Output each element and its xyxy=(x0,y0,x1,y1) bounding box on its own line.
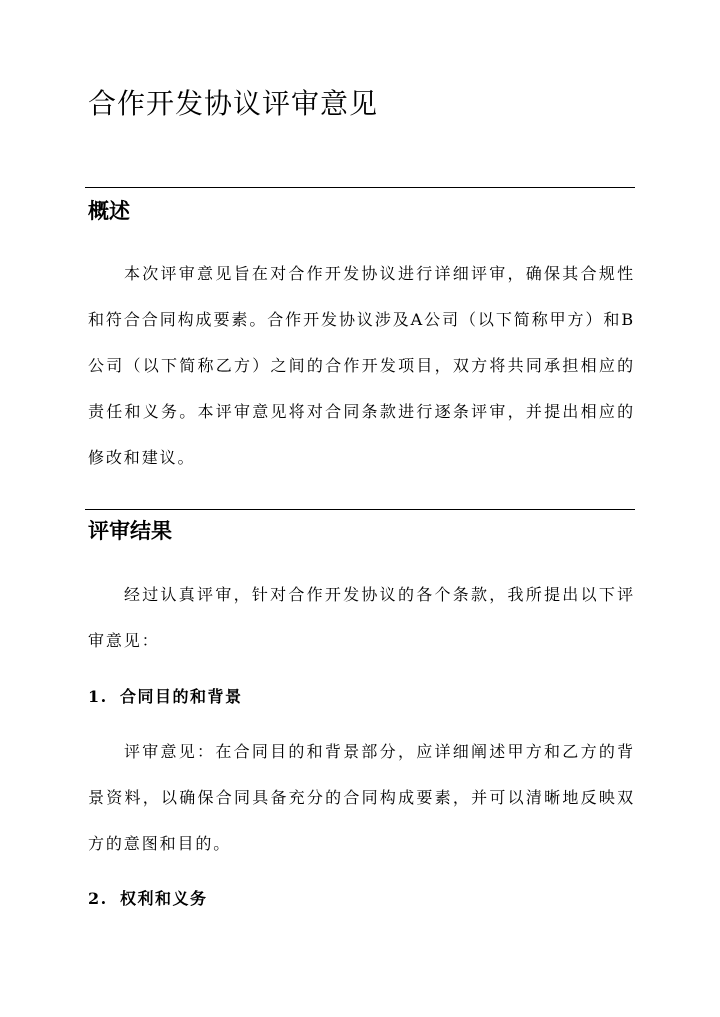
item-2-number: 2. xyxy=(88,889,108,908)
item-2-heading xyxy=(88,887,208,911)
item-1-opinion: 评审意见：在合同目的和背景部分，应详细阐述甲方和乙方的背景资料，以确保合同具备充分的合同构成要素，并可以清晰地反映双方的意图和目的。 xyxy=(88,742,635,853)
section-divider xyxy=(85,509,635,510)
item-2-title: 权利和义务 xyxy=(120,889,208,908)
overview-paragraph: 本次评审意见旨在对合作开发协议进行详细评审，确保其合规性和符合合同构成要素。合作开发协议涉及A公司（以下简称甲方）和B公司（以下简称乙方）之间的合作开发项目，双方将共同承担相应的责任和义务。本评审意见将对合同条款进行逐条评审，并提出相应的修改和建议。 xyxy=(88,264,635,467)
section-divider xyxy=(85,187,635,188)
overview-heading: 概述 xyxy=(88,198,130,223)
document-title: 合作开发协议评审意见 xyxy=(88,87,379,120)
item-1-heading xyxy=(88,685,243,709)
results-intro-paragraph: 经过认真评审，针对合作开发协议的各个条款，我所提出以下评审意见： xyxy=(88,585,635,650)
item-1-number: 1. xyxy=(88,687,108,706)
results-heading: 评审结果 xyxy=(88,518,172,543)
item-1-title: 合同目的和背景 xyxy=(120,687,243,706)
